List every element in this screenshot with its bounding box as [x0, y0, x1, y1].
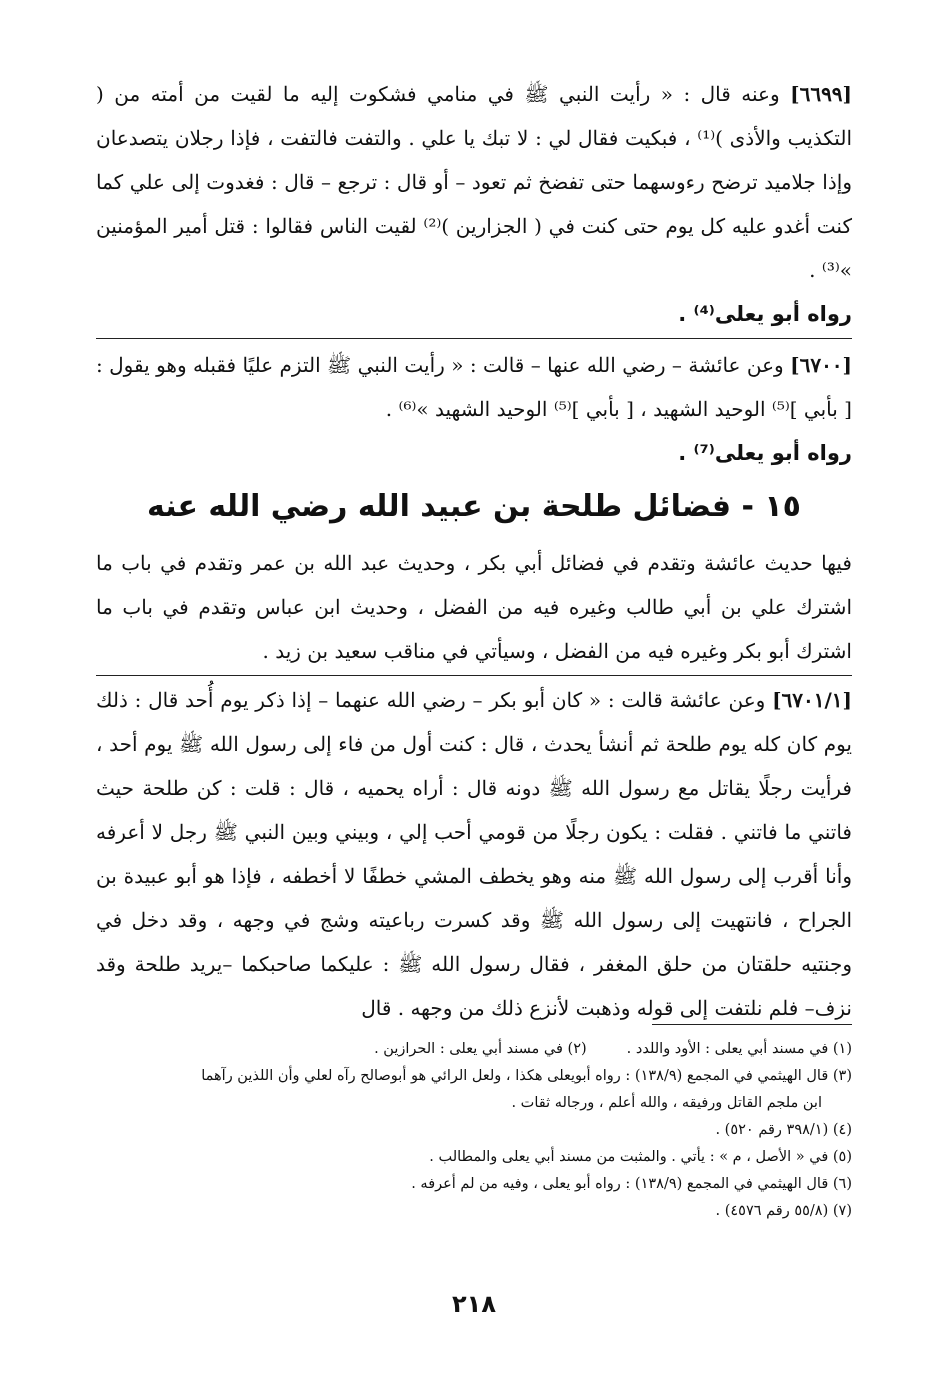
divider [96, 675, 852, 676]
hadith-number: [٦٧٠١/١] [772, 688, 853, 712]
hadith-number: [٦٧٠٠] [790, 353, 853, 377]
hadith-6701 [96, 678, 852, 1030]
hadith-text: وعن عائشة قالت : « كان أبو بكر – رضي الله عنهما – إذا ذكر يوم أُحد قال : ذلك يوم كان كله يوم طلحة ثم أنشأ يحدث ، قال : كنت أول من فاء إلى رسول الله ﷺ يوم أحد ، فرأيت رجلًا يقاتل مع رسول الله ﷺ دونه قال : أراه يحميه ، قال : قلت : كن طلحة حيث فاتني ما فاتني . فقلت : يكون رجلًا من قومي أحب إلي ، وبيني وبين النبي ﷺ رجل لا أعرفه وأنا أقرب إلى رسول الله ﷺ منه وهو يخطف المشي خطفًا لا أخطفه ، فإذا هو أبو عبيدة بن الجراح ، فانتهيت إلى رسول الله ﷺ وقد كسرت رباعيته وشج في وجهه ، وقد دخل في وجنتيه حلقتان من حلق المغفر ، فقال رسول الله ﷺ : عليكما صاحبكما –يريد طلحة وقد نزف– فلم نلتفت إلى قوله وذهبت لأنزع ذلك من وجهه . قال [96, 688, 852, 1020]
hadith-text: وعن عائشة – رضي الله عنها – قالت : « رأيت النبي ﷺ التزم عليًا فقبله وهو يقول : [ بأبي ]⁽⁵⁾ الوحيد الشهيد ، [ بأبي ]⁽⁵⁾ الوحيد الشهيد »⁽⁶⁾ . [96, 353, 852, 421]
narration-source: رواه أبو يعلى⁽⁷⁾ . [678, 441, 852, 465]
footnote-3: (٣) قال الهيثمي في المجمع (١٣٨/٩) : رواه أبويعلى هكذا ، ولعل الرائي هو أبوصالح رآه لعلي وأن اللذين رآهما [201, 1068, 852, 1084]
footnote-6: (٦) قال الهيثمي في المجمع (١٣٨/٩) : رواه أبو يعلى ، وفيه من لم أعرفه . [411, 1176, 852, 1192]
footnotes [96, 1036, 852, 1225]
footnote-2: (٢) في مسند أبي يعلى : الحرازين . [374, 1041, 587, 1057]
footnote-1: (١) في مسند أبي يعلى : الأود واللدد . [626, 1041, 852, 1057]
chapter-intro: فيها حديث عائشة وتقدم في فضائل أبي بكر ، وحديث عبد الله بن عمر وتقدم في باب ما اشترك علي بن أبي طالب وغيره فيه من الفضل ، وحديث ابن عباس وتقدم في باب ما اشترك أبو بكر وغيره فيه من الفضل ، وسيأتي في مناقب سعيد بن زيد . [96, 551, 852, 663]
chapter-title: ١٥ - فضائل طلحة بن عبيد الله رضي الله عنه [147, 489, 801, 524]
hadith-6700 [96, 343, 852, 431]
footnote-row [96, 1036, 852, 1063]
footnote-3-continued: ابن ملجم القاتل ورفيقه ، والله أعلم ، ورجاله ثقات . [511, 1095, 822, 1111]
footnote-4: (٤) (٣٩٨/١ رقم ٥٢٠) . [715, 1122, 852, 1138]
narration-source: رواه أبو يعلى⁽⁴⁾ . [678, 302, 852, 326]
hadith-number: [٦٦٩٩] [790, 82, 853, 106]
page-number: ٢١٨ [452, 1290, 496, 1318]
footnote-7: (٧) (٥٥/٨ رقم ٤٥٧٦) . [715, 1203, 852, 1219]
hadith-6699 [96, 72, 852, 292]
hadith-text: وعنه قال : « رأيت النبي ﷺ في منامي فشكوت إليه ما لقيت من أمته من ( التكذيب والأذى )⁽¹⁾ ، فبكيت فقال لي : لا تبك يا علي . والتفت فالتفت ، فإذا رجلان يتصدعان وإذا جلاميد ترضح رءوسهما حتى تفضخ ثم تعود – أو قال : ترجع – قال : فغدوت إلى علي كما كنت أغدو عليه كل يوم حتى كنت في ( الجزارين )⁽²⁾ لقيت الناس فقالوا : قتل أمير المؤمنين »⁽³⁾ . [96, 82, 852, 282]
page-body [96, 72, 852, 1030]
divider [96, 338, 852, 339]
footnote-5: (٥) في « الأصل ، م » : يأتي . والمثبت من مسند أبي يعلى والمطالب . [429, 1149, 852, 1165]
footnote-rule [652, 1024, 852, 1025]
